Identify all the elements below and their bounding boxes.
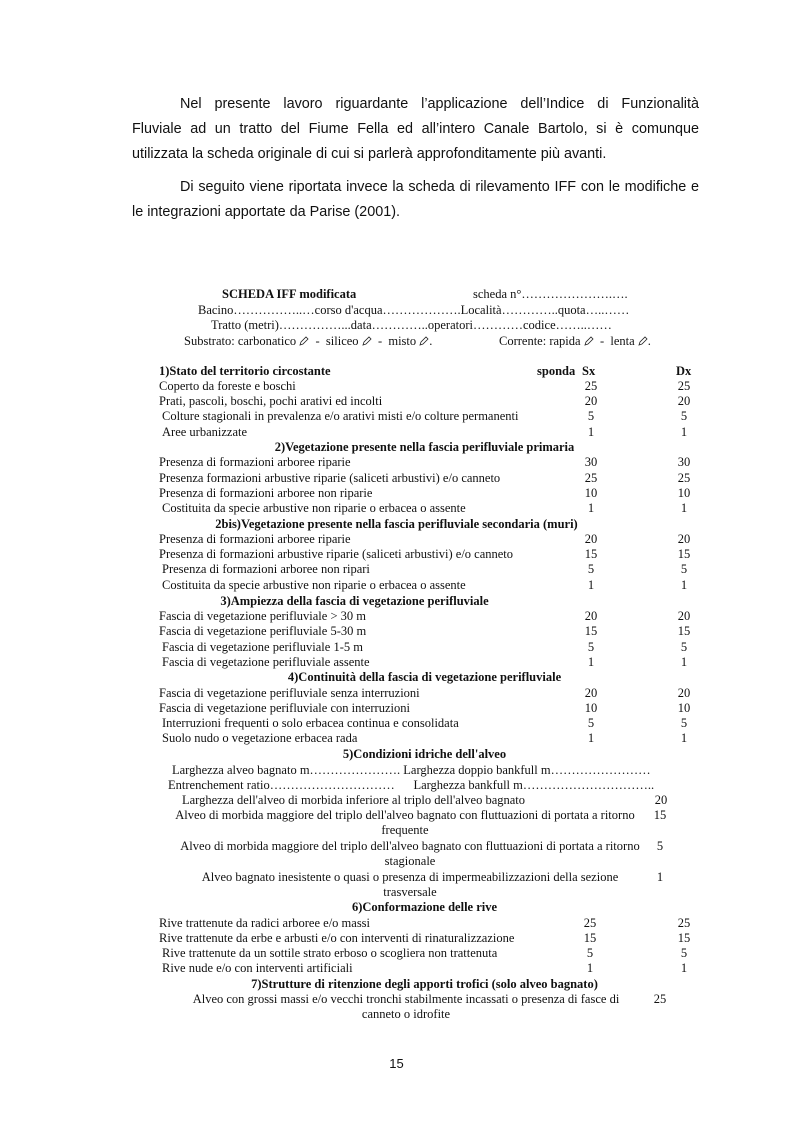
- row-sx: 15: [583, 931, 597, 945]
- pencil-icon: [419, 336, 429, 346]
- table-row: [0, 486, 793, 501]
- section-title: 1)Stato del territorio circostante: [159, 364, 331, 378]
- s5-field-line-1: Larghezza alveo bagnato m…………………. Larghezza doppio bankfull m……………………: [172, 763, 651, 777]
- row-dx: 10: [677, 486, 691, 500]
- col-dx: Dx: [676, 364, 692, 378]
- row-dx: 25: [677, 379, 691, 393]
- row-sx: 1: [587, 425, 595, 439]
- row-sx: 1: [587, 578, 595, 592]
- row-label: Costituita da specie arbustive non riparie o erbacea o assente: [162, 578, 466, 592]
- row-dx: 5: [680, 409, 688, 423]
- row-dx: 5: [680, 562, 688, 576]
- row-label: Fascia di vegetazione perifluviale > 30 m: [159, 609, 366, 623]
- row-label: Fascia di vegetazione perifluviale con interruzioni: [159, 701, 410, 715]
- s5-option-label: Alveo di morbida maggiore del triplo dell'alveo bagnato con fluttuazioni di portata a ritorno frequente: [175, 808, 635, 837]
- s5-option-value: 15: [653, 808, 667, 822]
- table-row: [0, 716, 793, 731]
- row-sx: 1: [587, 731, 595, 745]
- row-sx: 5: [586, 946, 594, 960]
- section-2bis-title: 2bis)Vegetazione presente nella fascia perifluviale secondaria (muri): [215, 517, 578, 531]
- row-sx: 15: [584, 547, 598, 561]
- table-row: [0, 409, 793, 424]
- row-dx: 5: [680, 716, 688, 730]
- row-dx: 10: [677, 701, 691, 715]
- row-label: Suolo nudo o vegetazione erbacea rada: [162, 731, 358, 745]
- section-3-title: 3)Ampiezza della fascia di vegetazione perifluviale: [220, 594, 489, 608]
- s7-option-value: 25: [653, 992, 667, 1006]
- section-4-title: 4)Continuità della fascia di vegetazione perifluviale: [287, 670, 562, 684]
- row-sx: 5: [587, 409, 595, 423]
- row-sx: 1: [587, 501, 595, 515]
- table-row: [0, 394, 793, 409]
- row-dx: 1: [680, 425, 688, 439]
- pencil-icon: [638, 336, 648, 346]
- table-row: [0, 946, 793, 961]
- substrato-label: Substrato: carbonatico: [184, 334, 297, 348]
- s5-option-label: Alveo di morbida maggiore del triplo dell'alveo bagnato con fluttuazioni di portata a ritorno stagionale: [180, 839, 640, 868]
- intro-paragraph-1: [132, 92, 699, 167]
- row-dx: 1: [680, 578, 688, 592]
- row-label: Presenza di formazioni arboree riparie: [159, 455, 351, 469]
- table-row: [0, 562, 793, 577]
- section-5-title: 5)Condizioni idriche dell'alveo: [342, 747, 507, 761]
- row-dx: 1: [680, 731, 688, 745]
- row-sx: 25: [584, 379, 598, 393]
- row-sx: 10: [584, 701, 598, 715]
- s5-option-value: 5: [656, 839, 664, 853]
- row-sx: 5: [587, 562, 595, 576]
- table-row: [0, 701, 793, 716]
- table-row: [0, 624, 793, 639]
- section-2-title: 2)Vegetazione presente nella fascia perifluviale primaria: [274, 440, 575, 454]
- row-label: Presenza di formazioni arboree non ripari: [162, 562, 370, 576]
- intro-p1-line-1: Nel presente lavoro riguardante l’applicazione dell’Indice di Funzionalità: [180, 96, 699, 112]
- row-label: Rive trattenute da radici arboree e/o massi: [159, 916, 371, 930]
- row-sx: 1: [586, 961, 594, 975]
- table-row: [0, 655, 793, 670]
- form-line-tratto: Tratto (metri)……………...data…………..operatori…………codice……..……: [211, 318, 612, 332]
- intro-p1-line-3: utilizzata la scheda originale di cui si parlerà approfonditamente più avanti.: [132, 146, 607, 162]
- form-line-bacino: Bacino……………..…corso d'acqua……………….Località…………..quota…..……: [198, 303, 630, 317]
- row-sx: 1: [587, 655, 595, 669]
- s5-option-value: 20: [654, 793, 668, 807]
- row-dx: 25: [677, 471, 691, 485]
- row-label: Fascia di vegetazione perifluviale assente: [162, 655, 370, 669]
- col-sx: Sx: [582, 364, 596, 378]
- form-title: SCHEDA IFF modificata: [222, 287, 357, 301]
- row-label: Rive trattenute da un sottile strato erboso o scogliera non trattenuta: [162, 946, 498, 960]
- row-label: Presenza formazioni arbustive riparie (saliceti arbustivi) e/o canneto: [159, 471, 501, 485]
- row-sx: 25: [583, 916, 597, 930]
- row-dx: 1: [680, 501, 688, 515]
- row-sx: 5: [587, 716, 595, 730]
- table-row: [0, 455, 793, 470]
- row-sx: 25: [584, 471, 598, 485]
- row-dx: 15: [677, 624, 691, 638]
- table-row: [0, 425, 793, 440]
- row-label: Rive trattenute da erbe e arbusti e/o con interventi di rinaturalizzazione: [159, 931, 515, 945]
- pencil-icon: [299, 336, 309, 346]
- row-sx: 20: [584, 532, 598, 546]
- table-row: [0, 916, 793, 931]
- row-dx: 25: [677, 916, 691, 930]
- form-substrato-line: Substrato: carbonatico - siliceo - misto .: [184, 334, 433, 348]
- table-row: [0, 379, 793, 394]
- row-dx: 20: [677, 686, 691, 700]
- row-label: Costituita da specie arbustive non riparie o erbacea o assente: [162, 501, 466, 515]
- s5-option-label: Alveo bagnato inesistente o quasi o presenza di impermeabilizzazioni della sezione trasversale: [201, 870, 619, 899]
- row-label: Presenza di formazioni arboree riparie: [159, 532, 351, 546]
- row-sx: 15: [584, 624, 598, 638]
- row-dx: 30: [677, 455, 691, 469]
- intro-paragraph-2: [132, 175, 699, 225]
- row-sx: 30: [584, 455, 598, 469]
- intro-p1-line-2: Fluviale ad un tratto del Fiume Fella ed all’intero Canale Bartolo, si è comunque: [132, 121, 699, 137]
- table-row: [0, 501, 793, 516]
- intro-p2-line-2: le integrazioni apportate da Parise (2001).: [132, 204, 400, 220]
- table-row: [0, 731, 793, 746]
- row-label: Colture stagionali in prevalenza e/o arativi misti e/o colture permanenti: [162, 409, 519, 423]
- intro-p2-line-1: Di seguito viene riportata invece la scheda di rilevamento IFF con le modifiche e: [180, 179, 699, 195]
- row-label: Prati, pascoli, boschi, pochi arativi ed incolti: [159, 394, 383, 408]
- row-label: Aree urbanizzate: [162, 425, 248, 439]
- row-dx: 20: [677, 394, 691, 408]
- s5-option-label: Larghezza dell'alveo di morbida inferiore al triplo dell'alveo bagnato: [182, 793, 526, 807]
- table-row: [0, 931, 793, 946]
- pencil-icon: [584, 336, 594, 346]
- table-row: [0, 686, 793, 701]
- row-dx: 15: [677, 931, 691, 945]
- s5-option-value: 1: [656, 870, 664, 884]
- pencil-icon: [362, 336, 372, 346]
- table-row: [0, 578, 793, 593]
- row-label: Presenza di formazioni arbustive riparie (saliceti arbustivi) e/o canneto: [159, 547, 514, 561]
- s5-field-line-2: Entrenchement ratio………………………… Larghezza bankfull m…………………………..: [168, 778, 655, 792]
- row-dx: 15: [677, 547, 691, 561]
- row-dx: 20: [677, 609, 691, 623]
- table-row: [0, 609, 793, 624]
- row-sx: 5: [587, 640, 595, 654]
- row-sx: 20: [584, 686, 598, 700]
- row-dx: 20: [677, 532, 691, 546]
- row-sx: 10: [584, 486, 598, 500]
- misto-label: misto: [388, 334, 417, 348]
- section-7-title: 7)Strutture di ritenzione degli apporti trofici (solo alveo bagnato): [251, 977, 598, 991]
- row-sx: 20: [584, 609, 598, 623]
- row-label: Fascia di vegetazione perifluviale 1-5 m: [162, 640, 363, 654]
- table-row: [0, 532, 793, 547]
- corrente-label: Corrente: rapida: [499, 334, 581, 348]
- s7-option-label: Alveo con grossi massi e/o vecchi tronchi stabilmente incassati o presenza di fasce di canneto o idrofite: [192, 992, 620, 1021]
- table-row: [0, 961, 793, 976]
- row-dx: 1: [680, 655, 688, 669]
- row-dx: 1: [680, 961, 688, 975]
- row-label: Coperto da foreste e boschi: [159, 379, 296, 393]
- table-row: [0, 547, 793, 562]
- row-dx: 5: [680, 946, 688, 960]
- page-number: 15: [389, 1056, 404, 1071]
- form-scheda-number: scheda n°………………….….: [473, 287, 628, 301]
- row-label: Rive nude e/o con interventi artificiali: [162, 961, 353, 975]
- col-sponda: sponda: [537, 364, 576, 378]
- row-label: Fascia di vegetazione perifluviale senza interruzioni: [159, 686, 420, 700]
- row-dx: 5: [680, 640, 688, 654]
- form-corrente-line: Corrente: rapida - lenta .: [499, 334, 651, 348]
- row-label: Fascia di vegetazione perifluviale 5-30 m: [159, 624, 367, 638]
- section-6-title: 6)Conformazione delle rive: [351, 900, 498, 914]
- siliceo-label: siliceo: [325, 334, 359, 348]
- table-row: [0, 471, 793, 486]
- lenta-label: lenta: [610, 334, 635, 348]
- row-label: Interruzioni frequenti o solo erbacea continua e consolidata: [162, 716, 459, 730]
- row-label: Presenza di formazioni arboree non riparie: [159, 486, 373, 500]
- section-1-header: [0, 364, 793, 379]
- row-sx: 20: [584, 394, 598, 408]
- table-row: [0, 640, 793, 655]
